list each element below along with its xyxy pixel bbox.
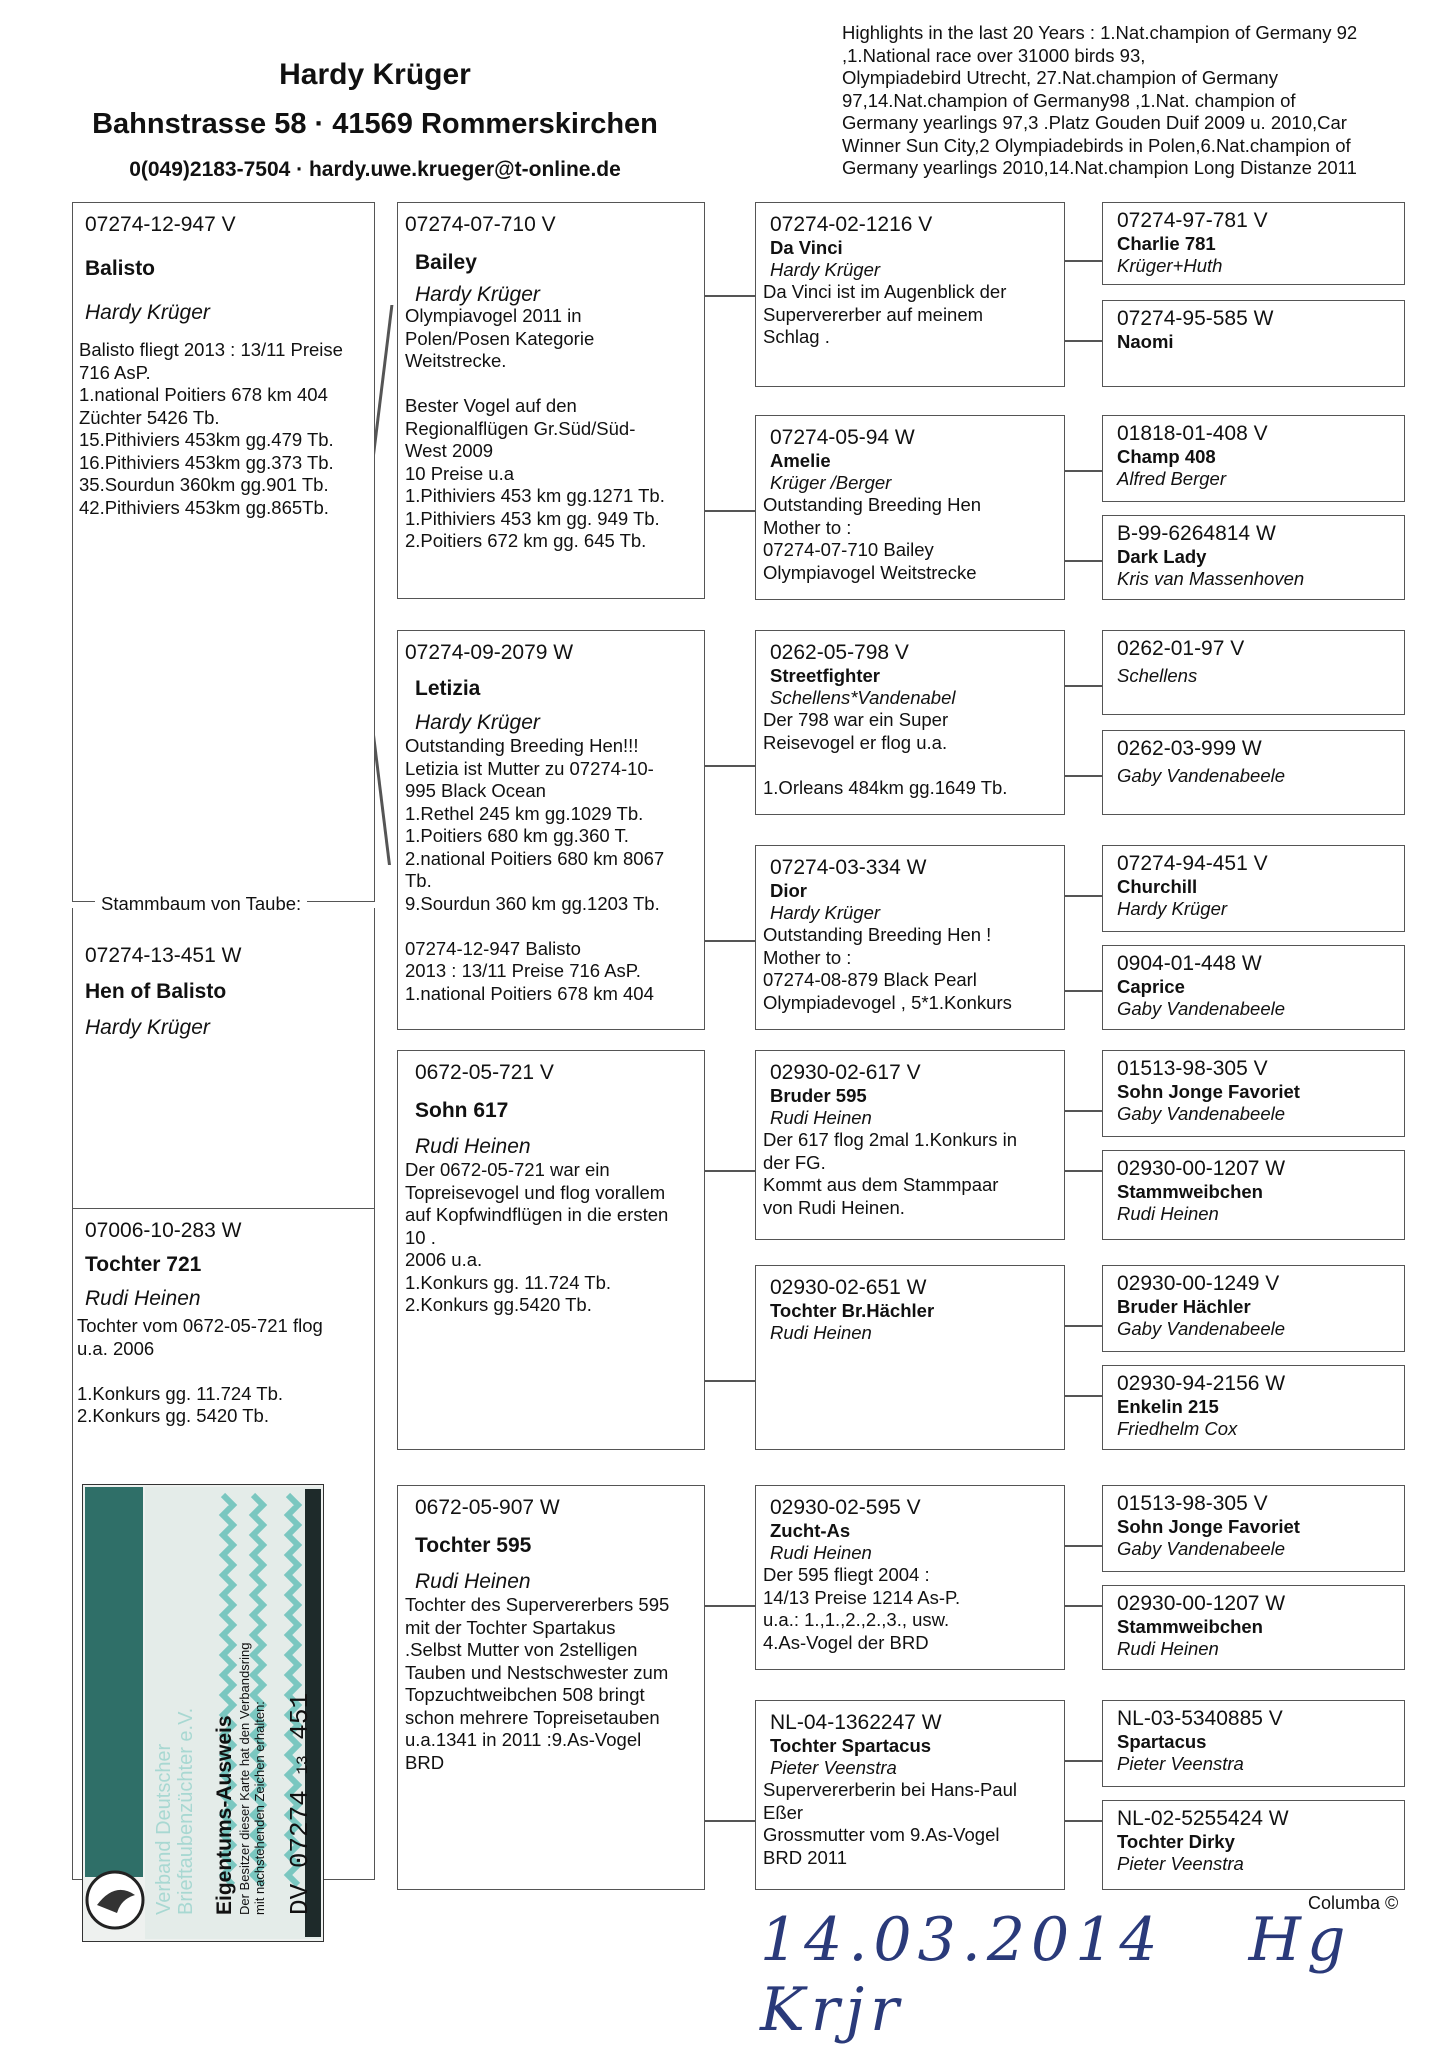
- pigeon-name: Tochter Dirky: [1117, 1831, 1235, 1852]
- ring-number: 0672-05-721 V: [415, 1061, 554, 1084]
- pigeon-name: Bailey: [415, 251, 477, 274]
- card-description-line-1: Der Besitzer dieser Karte hat den Verbandsring: [237, 1642, 252, 1915]
- pigeon-name: Tochter Spartacus: [770, 1735, 932, 1756]
- performance-notes: Da Vinci ist im Augenblick der Supervererber auf meinem Schlag .: [763, 281, 1007, 347]
- ring-number: 02930-00-1249 V: [1117, 1272, 1280, 1295]
- gen2-card-dam-sire: [397, 1050, 705, 1450]
- gen2-card-dam: [397, 630, 705, 1030]
- gen4-card-14: [1102, 1585, 1405, 1670]
- card-description-line-2: mit nachstehenden Zeichen erhalten:: [252, 1701, 267, 1915]
- gen3-card-7: [755, 1485, 1065, 1670]
- breeder-name: Gaby Vandenabeele: [1117, 1103, 1286, 1124]
- breeder-name: Hardy Krüger: [1117, 898, 1228, 919]
- performance-notes: Outstanding Breeding Hen ! Mother to : 07274-08-879 Black Pearl Olympiadevogel , 5*1.Konkurs: [763, 924, 1012, 1013]
- breeder-name: Hardy Krüger: [770, 259, 881, 280]
- gen4-card-7: [1102, 845, 1405, 932]
- pigeon-name: Bruder Hächler: [1117, 1296, 1251, 1317]
- breeder-address: Bahnstrasse 58 · 41569 Rommerskirchen: [92, 108, 658, 140]
- card-ring-number-line: [285, 1515, 315, 1915]
- card-ring-suffix: 451: [285, 1692, 315, 1740]
- signature-initials: Hg Krjr: [760, 1905, 1352, 2045]
- breeder-name: Gaby Vandenabeele: [1117, 765, 1286, 786]
- breeder-name: Hardy Krüger: [415, 711, 540, 734]
- ring-number: 01513-98-305 V: [1117, 1492, 1268, 1515]
- breeder-name: Rudi Heinen: [85, 1287, 201, 1310]
- gen4-card-1: [1102, 202, 1405, 285]
- performance-notes: Supervererberin bei Hans-Paul Eßer Grossmutter vom 9.As-Vogel BRD 2011: [763, 1779, 1017, 1868]
- breeder-name: Krüger /Berger: [770, 472, 892, 493]
- breeder-name: Kris van Massenhoven: [1117, 568, 1305, 589]
- ring-number: 02930-00-1207 W: [1117, 1157, 1286, 1180]
- gen3-card-6: [755, 1265, 1065, 1450]
- gen4-card-2: [1102, 300, 1405, 387]
- ring-number: 01818-01-408 V: [1117, 422, 1268, 445]
- breeder-name: Hardy Krüger: [279, 58, 471, 91]
- pigeon-name: Dior: [770, 880, 807, 901]
- pigeon-name: Streetfighter: [770, 665, 880, 686]
- gen4-card-13: [1102, 1485, 1405, 1572]
- ring-number: 07274-97-781 V: [1117, 209, 1268, 232]
- performance-notes: Tochter des Supervererbers 595 mit der Tochter Spartakus .Selbst Mutter von 2stelligen Tauben und Nestschwester zum Topzuchtweibchen 508 bringt schon mehrere Topreisetauben u.a.1341 in 2011 :9.As-Vogel BRD: [405, 1594, 670, 1773]
- ring-number: 0262-05-798 V: [770, 641, 909, 664]
- performance-notes: Tochter vom 0672-05-721 flog u.a. 2006 1.Konkurs gg. 11.724 Tb. 2.Konkurs gg. 5420 Tb.: [77, 1315, 323, 1426]
- ring-number: 01513-98-305 V: [1117, 1057, 1268, 1080]
- pigeon-name: Dark Lady: [1117, 546, 1207, 567]
- card-ring-number: 07274: [285, 1790, 315, 1869]
- breeder-name: Hardy Krüger: [415, 283, 540, 306]
- pigeon-name: Bruder 595: [770, 1085, 867, 1106]
- ring-number: 07274-94-451 V: [1117, 852, 1268, 875]
- ring-number: 07274-13-451 W: [85, 944, 242, 967]
- stammbaum-label: Stammbaum von Taube:: [95, 893, 307, 915]
- ring-number: 0904-01-448 W: [1117, 952, 1262, 975]
- pigeon-name: Spartacus: [1117, 1731, 1207, 1752]
- breeder-name: Pieter Veenstra: [1117, 1853, 1244, 1874]
- breeder-contact: 0(049)2183-7504 · hardy.uwe.krueger@t-online.de: [129, 158, 621, 181]
- breeder-name: Schellens*Vandenabel: [770, 687, 956, 708]
- pigeon-name: Naomi: [1117, 331, 1174, 352]
- pigeon-name: Churchill: [1117, 876, 1198, 897]
- ring-number: 07274-03-334 W: [770, 856, 927, 879]
- performance-notes: Outstanding Breeding Hen!!! Letizia ist Mutter zu 07274-10- 995 Black Ocean 1.Rethel 245 km gg.1029 Tb. 1.Poitiers 680 km gg.360 T. 2.national Poitiers 680 km 8067 Tb. 9.Sourdun 360 km gg.1203 Tb. 07274-12-947 Balisto 2013 : 13/11 Preise 716 AsP. 1.national Poitiers 678 km 404: [405, 735, 665, 1004]
- breeder-name: Friedhelm Cox: [1117, 1418, 1238, 1439]
- gen3-card-5: [755, 1050, 1065, 1240]
- pigeon-name: Charlie 781: [1117, 233, 1216, 254]
- pigeon-name: Zucht-As: [770, 1520, 851, 1541]
- performance-notes: Balisto fliegt 2013 : 13/11 Preise 716 AsP. 1.national Poitiers 678 km 404 Züchter 5426 Tb. 15.Pithiviers 453km gg.479 Tb. 16.Pithiviers 453km gg.373 Tb. 35.Sourdun 360km gg.901 Tb. 42.Pithiviers 453km gg.865Tb.: [79, 339, 343, 518]
- ring-number: NL-04-1362247 W: [770, 1711, 942, 1734]
- ownership-card: [82, 1484, 324, 1942]
- pigeon-name: Hen of Balisto: [85, 980, 227, 1003]
- breeder-name: Gaby Vandenabeele: [1117, 1318, 1286, 1339]
- gen4-card-9: [1102, 1050, 1405, 1137]
- breeder-name: Rudi Heinen: [415, 1135, 531, 1158]
- ring-number: 07274-12-947 V: [85, 213, 236, 236]
- ring-number: NL-03-5340885 V: [1117, 1707, 1283, 1730]
- pigeon-name: Sohn Jonge Favoriet: [1117, 1516, 1300, 1537]
- breeder-name: Rudi Heinen: [770, 1542, 872, 1563]
- breeder-name: Alfred Berger: [1117, 468, 1226, 489]
- pigeon-name: Enkelin 215: [1117, 1396, 1219, 1417]
- ring-number: 02930-02-617 V: [770, 1061, 921, 1084]
- pigeon-name: Stammweibchen: [1117, 1181, 1263, 1202]
- performance-notes: Der 798 war ein Super Reisevogel er flog u.a. 1.Orleans 484km gg.1649 Tb.: [763, 709, 1008, 798]
- ring-number: 07274-95-585 W: [1117, 307, 1274, 330]
- ring-number: 07274-02-1216 V: [770, 213, 933, 236]
- pigeon-name: Balisto: [85, 257, 156, 280]
- pigeon-name: Tochter 721: [85, 1253, 202, 1276]
- highlights-text: Highlights in the last 20 Years : 1.Nat.champion of Germany 92 ,1.National race over 31000 birds 93, Olympiadebird Utrecht, 27.Nat.champion of Germany 97,14.Nat.champion of Germany98 ,1.Nat. champion of Germany yearlings 97,3 .Platz Gouden Duif 2009 u. 2010,Car Winner Sun City,2 Olympiadebirds in Polen,6.Nat.champion of Germany yearlings 2010,14.Nat.champion Long Distanze 2011: [842, 22, 1358, 178]
- pigeon-name: Stammweibchen: [1117, 1616, 1263, 1637]
- performance-notes: Der 617 flog 2mal 1.Konkurs in der FG. Kommt aus dem Stammpaar von Rudi Heinen.: [763, 1129, 1017, 1218]
- card-ring-prefix: DV: [285, 1883, 315, 1915]
- gen4-card-3: [1102, 415, 1405, 502]
- pigeon-name: Letizia: [415, 677, 481, 700]
- gen4-card-12: [1102, 1365, 1405, 1450]
- gen4-card-8: [1102, 945, 1405, 1030]
- ring-number: 07006-10-283 W: [85, 1219, 242, 1242]
- performance-notes: Olympiavogel 2011 in Polen/Posen Kategorie Weitstrecke. Bester Vogel auf den Regionalflügen Gr.Süd/Süd- West 2009 10 Preise u.a 1.Pithiviers 453 km gg.1271 Tb. 1.Pithiviers 453 km gg. 949 Tb. 2.Poitiers 672 km gg. 645 Tb.: [405, 305, 665, 551]
- gen4-card-11: [1102, 1265, 1405, 1352]
- subject-cock-card: [72, 202, 375, 902]
- ring-number: 07274-07-710 V: [405, 213, 556, 236]
- gen2-card-sire: [397, 202, 705, 599]
- pigeon-name: Caprice: [1117, 976, 1185, 997]
- breeder-name: Hardy Krüger: [85, 301, 210, 324]
- pigeon-name: Champ 408: [1117, 446, 1216, 467]
- performance-notes: Der 0672-05-721 war ein Topreisevogel und flog vorallem auf Kopfwindflügen in die ersten 10 . 2006 u.a. 1.Konkurs gg. 11.724 Tb. 2.Konkurs gg.5420 Tb.: [405, 1159, 669, 1315]
- breeder-name: Hardy Krüger: [85, 1016, 210, 1039]
- gen4-card-4: [1102, 515, 1405, 600]
- ring-number: 0262-03-999 W: [1117, 737, 1262, 760]
- breeder-name: Pieter Veenstra: [770, 1757, 897, 1778]
- pigeon-name: Sohn 617: [415, 1099, 509, 1122]
- card-org-line-2: Brieftaubenzüchter e.V.: [175, 1707, 197, 1915]
- breeder-name: Gaby Vandenabeele: [1117, 998, 1286, 1019]
- gen4-card-5: [1102, 630, 1405, 715]
- performance-notes: Outstanding Breeding Hen Mother to : 07274-07-710 Bailey Olympiavogel Weitstrecke: [763, 494, 982, 583]
- ring-number: 0262-01-97 V: [1117, 637, 1245, 660]
- pigeon-name: Tochter 595: [415, 1534, 532, 1557]
- gen4-card-10: [1102, 1150, 1405, 1240]
- ring-number: 02930-02-595 V: [770, 1496, 921, 1519]
- card-ring-year: 13: [294, 1755, 312, 1775]
- breeder-name: Krüger+Huth: [1117, 255, 1223, 276]
- gen4-card-16: [1102, 1800, 1405, 1890]
- ring-number: B-99-6264814 W: [1117, 522, 1276, 545]
- ring-number: 02930-00-1207 W: [1117, 1592, 1286, 1615]
- pigeon-name: Sohn Jonge Favoriet: [1117, 1081, 1300, 1102]
- breeder-name: Pieter Veenstra: [1117, 1753, 1244, 1774]
- card-text-block: [153, 1515, 315, 1915]
- breeder-name: Gaby Vandenabeele: [1117, 1538, 1286, 1559]
- gen3-card-8: [755, 1700, 1065, 1890]
- ring-number: 07274-09-2079 W: [405, 641, 574, 664]
- card-org-line-1: Verband Deutscher: [153, 1743, 175, 1915]
- pigeon-name: Da Vinci: [770, 237, 843, 258]
- ring-number: 07274-05-94 W: [770, 426, 915, 449]
- copyright-mark: Columba ©: [1308, 1893, 1399, 1913]
- pigeon-name: Tochter Br.Hächler: [770, 1300, 935, 1321]
- pigeon-name: Amelie: [770, 450, 831, 471]
- breeder-name: Rudi Heinen: [770, 1322, 872, 1343]
- ring-number: 02930-94-2156 W: [1117, 1372, 1286, 1395]
- gen3-card-3: [755, 630, 1065, 815]
- breeder-name: Rudi Heinen: [1117, 1203, 1219, 1224]
- gen4-card-6: [1102, 730, 1405, 815]
- gen3-card-1: [755, 202, 1065, 387]
- gen4-card-15: [1102, 1700, 1405, 1787]
- handwritten-signature: [760, 1905, 1430, 2045]
- breeder-name: Rudi Heinen: [415, 1570, 531, 1593]
- breeder-name: Rudi Heinen: [1117, 1638, 1219, 1659]
- gen2-card-dam-dam: [397, 1485, 705, 1890]
- card-title: Eigentums-Ausweis: [213, 1715, 236, 1915]
- gen3-card-2: [755, 415, 1065, 600]
- gen3-card-4: [755, 845, 1065, 1030]
- ring-number: NL-02-5255424 W: [1117, 1807, 1289, 1830]
- signature-date: 14.03.2014: [760, 1905, 1164, 1975]
- ring-number: 0672-05-907 W: [415, 1496, 560, 1519]
- breeder-name: Rudi Heinen: [770, 1107, 872, 1128]
- performance-notes: Der 595 fliegt 2004 : 14/13 Preise 1214 As-P. u.a.: 1.,1.,2.,2.,3., usw. 4.As-Vogel der BRD: [763, 1564, 961, 1653]
- ring-number: 02930-02-651 W: [770, 1276, 927, 1299]
- breeder-name: Hardy Krüger: [770, 902, 881, 923]
- breeder-name: Schellens: [1117, 665, 1198, 686]
